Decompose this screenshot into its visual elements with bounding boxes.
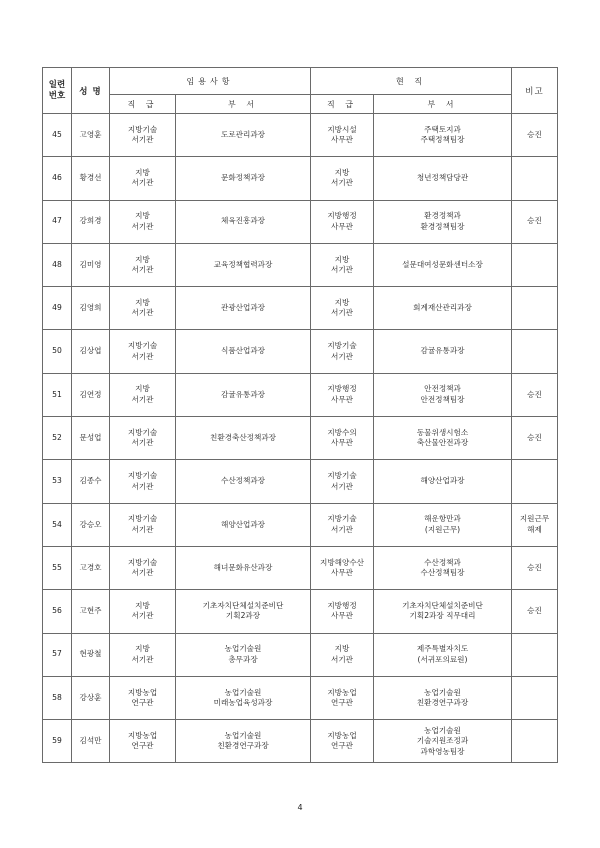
table-row [43, 200, 558, 243]
current-grade-cell [311, 114, 374, 157]
new-dept-cell-line: 미래농업육성과장 [213, 698, 273, 707]
current-grade-cell [311, 157, 374, 200]
current-dept-cell-line: (서귀포의료원) [417, 654, 468, 664]
new-grade-cell-line: 서기관 [131, 524, 154, 534]
new-grade-cell [110, 287, 176, 330]
current-position-header: 현 직 [311, 68, 512, 95]
serial-number-cell: 59 [43, 720, 72, 763]
new-dept-cell-line: 기초자치단체설치준비단 [202, 600, 284, 610]
new-grade-cell [110, 417, 176, 460]
current-dept-cell-line: 제주특별자치도 [416, 644, 469, 654]
new-dept-header: 부 서 [176, 95, 311, 114]
current-dept-cell [374, 590, 512, 633]
note-cell [512, 373, 558, 416]
serial-number-cell: 53 [43, 460, 72, 503]
current-dept-cell-line: 기초자치단체설치준비단 [402, 600, 483, 610]
current-grade-cell-line: 지방농업 [327, 687, 357, 697]
note-cell [512, 200, 558, 243]
new-grade-cell-line: 지방기술 [127, 471, 158, 481]
new-grade-cell [110, 720, 176, 763]
current-dept-cell-line: 회계재산관리과장 [413, 303, 472, 313]
new-grade-cell-line: 서기관 [131, 394, 154, 404]
note-cell [512, 417, 558, 460]
current-dept-cell-line: 환경정책과 [424, 211, 461, 221]
table-row [43, 417, 558, 460]
current-grade-cell-line: 지방해양수산 [320, 557, 365, 567]
current-grade-cell [311, 460, 374, 503]
current-dept-cell [374, 200, 512, 243]
note-cell-line: 승진 [527, 389, 542, 399]
current-grade-cell [311, 200, 374, 243]
new-dept-cell-line: 관광산업과장 [221, 303, 266, 313]
current-dept-cell-line: 친환경연구과장 [416, 698, 469, 707]
current-grade-cell-line: 사무관 [331, 135, 354, 145]
current-grade-cell-line: 서기관 [331, 351, 354, 361]
new-dept-cell-line: 해양산업과장 [221, 519, 266, 529]
table-row [43, 503, 558, 546]
current-grade-cell [311, 373, 374, 416]
current-dept-cell-line: 농업기술원 [424, 725, 461, 735]
current-dept-cell-line: 수산정책과 [424, 557, 461, 567]
serial-header: 일련 번호 [43, 68, 72, 114]
new-grade-cell-line: 지방 [135, 167, 150, 177]
table-row [43, 114, 558, 157]
new-grade-cell [110, 546, 176, 589]
current-grade-cell-line: 서기관 [331, 265, 354, 275]
current-grade-cell-line: 지방 [334, 167, 350, 177]
new-dept-cell [176, 720, 311, 763]
new-dept-cell [176, 200, 311, 243]
serial-number-cell: 57 [43, 633, 72, 676]
new-dept-cell [176, 373, 311, 416]
person-name-cell: 김석만 [72, 720, 110, 763]
current-dept-cell-line: 설문대여성문화센터소장 [402, 259, 483, 269]
new-dept-cell-line: 감귤유통과장 [221, 389, 266, 399]
current-dept-cell [374, 546, 512, 589]
current-dept-header: 부 서 [374, 95, 512, 114]
new-grade-cell-line: 서기관 [131, 221, 154, 231]
new-grade-cell-line: 지방기술 [127, 557, 158, 567]
current-dept-cell-line: 환경정책팀장 [420, 221, 465, 231]
new-grade-cell-line: 지방농업 [127, 687, 158, 697]
serial-number-cell: 47 [43, 200, 72, 243]
current-dept-cell-line: 주택정책팀장 [420, 135, 465, 145]
current-dept-cell [374, 330, 512, 373]
new-dept-cell-line: 식품산업과장 [221, 346, 266, 356]
new-dept-cell-line: 문화정책과장 [221, 173, 266, 183]
note-cell [512, 720, 558, 763]
new-grade-cell-line: 지방 [135, 211, 150, 221]
current-dept-cell-line: 안전정책과 [424, 384, 461, 394]
serial-number-cell: 46 [43, 157, 72, 200]
note-cell [512, 633, 558, 676]
current-dept-cell [374, 417, 512, 460]
table-row [43, 676, 558, 719]
table-row [43, 330, 558, 373]
note-cell [512, 546, 558, 589]
current-dept-cell [374, 720, 512, 763]
current-grade-cell-line: 지방농업 [327, 730, 357, 740]
new-grade-cell-line: 서기관 [131, 611, 154, 621]
current-dept-cell [374, 114, 512, 157]
person-name-cell: 강승오 [72, 503, 110, 546]
new-dept-cell [176, 157, 311, 200]
new-grade-cell-line: 지방 [135, 384, 150, 394]
new-grade-cell-line: 지방 [135, 254, 150, 264]
current-dept-cell [374, 287, 512, 330]
current-grade-cell-line: 서기관 [331, 308, 354, 318]
current-dept-cell-line: 주택토지과 [424, 124, 461, 134]
current-dept-cell [374, 676, 512, 719]
person-name-cell: 강상훈 [72, 676, 110, 719]
current-dept-cell [374, 373, 512, 416]
note-cell-line: 승진 [527, 432, 542, 442]
current-dept-cell [374, 633, 512, 676]
person-name-cell: 고경호 [72, 546, 110, 589]
current-grade-cell [311, 417, 374, 460]
table-row [43, 720, 558, 763]
person-name-cell: 김상엽 [72, 330, 110, 373]
new-grade-cell-line: 지방농업 [127, 730, 158, 740]
current-grade-cell-line: 사무관 [331, 611, 354, 621]
new-dept-cell [176, 287, 311, 330]
new-grade-cell [110, 676, 176, 719]
current-dept-cell-line: 축산물안전과장 [416, 438, 469, 448]
new-grade-cell-line: 서기관 [131, 308, 154, 318]
current-grade-cell [311, 676, 374, 719]
new-dept-cell-line: 해녀문화유산과장 [213, 562, 273, 572]
current-grade-cell-line: 연구관 [331, 741, 354, 751]
current-dept-cell-line: 안전정책팀장 [420, 394, 465, 404]
new-grade-cell-line: 서기관 [131, 438, 154, 448]
new-grade-cell-line: 지방기술 [127, 341, 158, 351]
serial-number-cell: 45 [43, 114, 72, 157]
new-grade-cell-line: 서기관 [131, 654, 154, 664]
new-grade-cell-line: 지방 [135, 644, 150, 654]
new-grade-cell-line: 지방 [135, 297, 150, 307]
new-grade-cell [110, 200, 176, 243]
note-cell-line: 승진 [527, 216, 542, 226]
new-grade-cell [110, 157, 176, 200]
new-dept-cell-line: 도로관리과장 [221, 129, 266, 139]
new-dept-cell-line: 친환경축산정책과장 [209, 432, 277, 442]
new-grade-cell-line: 지방기술 [127, 514, 158, 524]
header-row-sub [43, 95, 558, 114]
new-dept-cell-line: 기획2과장 [225, 611, 261, 621]
current-dept-cell-line: 감귤유통과장 [420, 346, 465, 356]
serial-number-cell: 49 [43, 287, 72, 330]
table-row [43, 590, 558, 633]
current-dept-cell-line: 기획2과장 직무대리 [409, 611, 476, 621]
current-grade-cell-line: 사무관 [331, 394, 354, 404]
table-row [43, 287, 558, 330]
current-dept-cell-line: 과학영농팀장 [420, 746, 465, 756]
table-row [43, 633, 558, 676]
serial-number-cell: 58 [43, 676, 72, 719]
new-grade-cell-line: 연구관 [131, 741, 154, 751]
current-grade-cell [311, 546, 374, 589]
current-grade-cell-line: 지방 [334, 644, 350, 654]
person-name-cell: 김영희 [72, 287, 110, 330]
new-grade-cell-line: 지방기술 [127, 427, 158, 437]
current-dept-cell-line: 기술지원조정과 [416, 736, 469, 746]
person-name-cell: 김종수 [72, 460, 110, 503]
new-grade-cell-line: 서기관 [131, 135, 154, 145]
current-grade-cell-line: 지방시설 [327, 124, 357, 134]
serial-number-cell: 54 [43, 503, 72, 546]
current-dept-cell [374, 460, 512, 503]
serial-number-cell: 51 [43, 373, 72, 416]
current-grade-cell-line: 사무관 [331, 568, 354, 578]
current-grade-cell-line: 지방행정 [327, 600, 357, 610]
new-dept-cell-line: 총무과장 [228, 654, 258, 664]
new-dept-cell-line: 교육정책협력과장 [213, 259, 273, 269]
current-dept-cell-line: 동물위생시험소 [416, 427, 469, 437]
note-cell-line: 승진 [527, 606, 542, 616]
new-dept-cell-line: 농업기술원 [224, 730, 262, 740]
new-dept-cell [176, 417, 311, 460]
new-dept-cell-line: 농업기술원 [224, 687, 262, 697]
new-dept-cell [176, 503, 311, 546]
new-grade-cell [110, 503, 176, 546]
note-cell [512, 503, 558, 546]
serial-number-cell: 52 [43, 417, 72, 460]
current-grade-cell-line: 지방수의 [327, 427, 357, 437]
new-grade-cell [110, 243, 176, 286]
note-cell-line: 지원근무 [519, 514, 550, 524]
new-grade-cell-line: 지방기술 [127, 124, 158, 134]
table-row [43, 373, 558, 416]
serial-number-cell: 56 [43, 590, 72, 633]
note-cell [512, 287, 558, 330]
note-cell [512, 330, 558, 373]
note-cell [512, 157, 558, 200]
current-grade-cell-line: 서기관 [331, 524, 354, 534]
current-dept-cell-line: 농업기술원 [424, 687, 461, 697]
current-grade-cell [311, 243, 374, 286]
new-grade-cell-line: 서기관 [131, 568, 154, 578]
note-cell [512, 590, 558, 633]
current-grade-cell-line: 사무관 [331, 438, 354, 448]
current-grade-cell-line: 연구관 [331, 698, 354, 707]
name-header: 성 명 [72, 68, 110, 114]
new-grade-header: 직 급 [110, 95, 176, 114]
new-grade-cell [110, 460, 176, 503]
current-grade-cell-line: 지방기술 [327, 471, 357, 481]
current-grade-cell [311, 503, 374, 546]
current-grade-cell [311, 330, 374, 373]
header-row-top [43, 68, 558, 95]
new-grade-cell-line: 연구관 [131, 698, 154, 707]
serial-number-cell: 48 [43, 243, 72, 286]
current-grade-header: 직 급 [311, 95, 374, 114]
current-dept-cell [374, 503, 512, 546]
person-name-cell: 현광철 [72, 633, 110, 676]
new-grade-cell [110, 373, 176, 416]
serial-number-cell: 55 [43, 546, 72, 589]
current-grade-cell-line: 서기관 [331, 481, 354, 491]
new-dept-cell [176, 676, 311, 719]
person-name-cell: 문성업 [72, 417, 110, 460]
note-cell [512, 114, 558, 157]
person-name-cell: 김미영 [72, 243, 110, 286]
new-dept-cell [176, 114, 311, 157]
new-grade-cell-line: 서기관 [131, 481, 154, 491]
person-name-cell: 고영훈 [72, 114, 110, 157]
note-cell [512, 243, 558, 286]
current-dept-cell-line: 해운항만과 [424, 514, 461, 524]
new-dept-cell-line: 친환경연구과장 [217, 741, 269, 751]
personnel-table [42, 67, 558, 763]
new-dept-cell [176, 460, 311, 503]
new-grade-cell-line: 서기관 [131, 178, 154, 188]
note-cell [512, 460, 558, 503]
note-cell-line: 해제 [527, 524, 542, 534]
table-row [43, 157, 558, 200]
current-grade-cell [311, 633, 374, 676]
current-grade-cell-line: 지방기술 [327, 514, 357, 524]
current-grade-cell-line: 서기관 [331, 178, 354, 188]
new-grade-cell [110, 114, 176, 157]
new-dept-cell-line: 체육진흥과장 [221, 216, 266, 226]
person-name-cell: 황경선 [72, 157, 110, 200]
appointment-header: 임용사항 [110, 68, 311, 95]
new-dept-cell [176, 243, 311, 286]
new-grade-cell-line: 서기관 [131, 265, 154, 275]
new-dept-cell-line: 수산정책과장 [221, 476, 266, 486]
current-grade-cell-line: 지방행정 [327, 211, 357, 221]
current-grade-cell-line: 사무관 [331, 221, 354, 231]
note-cell-line: 승진 [527, 129, 542, 139]
new-grade-cell-line: 지방 [135, 600, 150, 610]
note-cell-line: 승진 [527, 562, 542, 572]
note-cell [512, 676, 558, 719]
new-dept-cell [176, 590, 311, 633]
current-dept-cell-line: 해양산업과장 [420, 476, 465, 486]
note-header: 비고 [512, 68, 558, 114]
table-row [43, 243, 558, 286]
new-grade-cell [110, 590, 176, 633]
current-grade-cell-line: 지방 [334, 297, 350, 307]
new-dept-cell-line: 농업기술원 [224, 644, 262, 654]
current-dept-cell-line: 청년정책담당관 [416, 173, 469, 183]
person-name-cell: 고현주 [72, 590, 110, 633]
current-grade-cell-line: 서기관 [331, 654, 354, 664]
table-body [43, 114, 558, 763]
current-dept-cell [374, 157, 512, 200]
person-name-cell: 김연정 [72, 373, 110, 416]
new-dept-cell [176, 633, 311, 676]
new-grade-cell [110, 633, 176, 676]
new-dept-cell [176, 330, 311, 373]
table-row [43, 460, 558, 503]
new-dept-cell [176, 546, 311, 589]
serial-number-cell: 50 [43, 330, 72, 373]
person-name-cell: 강희경 [72, 200, 110, 243]
current-dept-cell-line: (지원근무) [424, 524, 461, 534]
page-number: 4 [297, 803, 303, 812]
current-grade-cell-line: 지방행정 [327, 384, 357, 394]
table-row [43, 546, 558, 589]
current-grade-cell-line: 지방기술 [327, 341, 357, 351]
current-grade-cell [311, 287, 374, 330]
current-dept-cell [374, 243, 512, 286]
new-grade-cell-line: 서기관 [131, 351, 154, 361]
new-grade-cell [110, 330, 176, 373]
current-grade-cell-line: 지방 [334, 254, 350, 264]
current-dept-cell-line: 수산정책팀장 [420, 568, 465, 578]
current-grade-cell [311, 590, 374, 633]
current-grade-cell [311, 720, 374, 763]
